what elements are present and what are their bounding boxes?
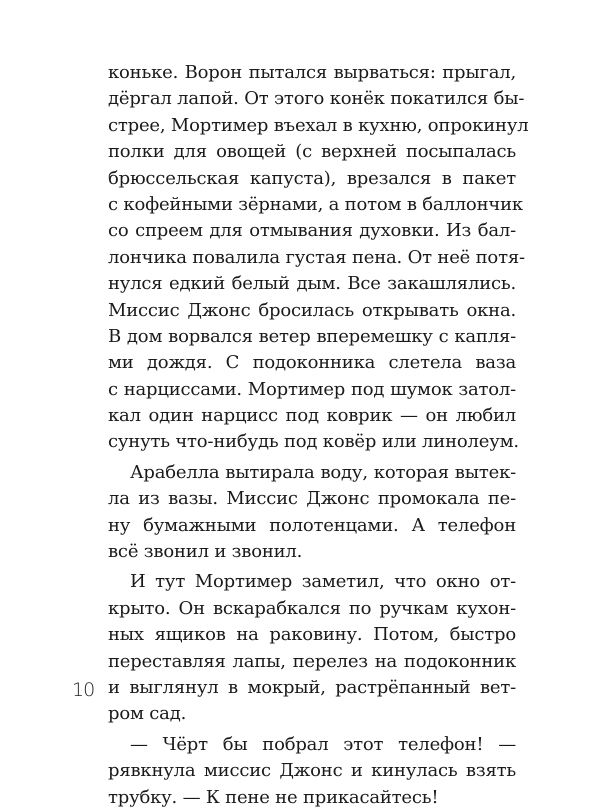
text-line: дёргал лапой. От этого конёк покатился бы-	[108, 88, 525, 110]
text-line: В дом ворвался ветер вперемешку с капля-	[108, 325, 516, 347]
text-line: со спреем для отмывания духовки. Из бал-	[108, 220, 516, 242]
text-line: — Чёрт бы побрал этот телефон! —	[130, 733, 516, 755]
paragraph-3	[108, 569, 516, 727]
text-line: всё звонил и звонил.	[108, 541, 303, 563]
text-line: крыто. Он вскарабкался по ручкам кухон-	[108, 597, 516, 619]
text-line: ла из вазы. Миссис Джонс промокала пе-	[108, 488, 516, 510]
text-line: ром сад.	[108, 703, 187, 725]
body-text	[108, 60, 529, 811]
text-line: ных ящиков на раковину. Потом, быстро	[108, 624, 516, 646]
text-line: ми дождя. С подоконника слетела ваза	[108, 352, 516, 374]
page-number: 10	[72, 679, 95, 701]
text-line: И тут Мортимер заметил, что окно от-	[130, 571, 516, 593]
paragraph-1	[108, 60, 529, 456]
text-line: рявкнула миссис Джонс и кинулась взять	[108, 760, 516, 782]
text-line: нулся едкий белый дым. Все закашлялись.	[108, 273, 516, 295]
text-line: полки для овощей (с верхней посыпалась	[108, 141, 516, 163]
text-line: Миссис Джонс бросилась открывать окна.	[108, 299, 516, 321]
text-line: брюссельская капуста), врезался в пакет	[108, 167, 516, 189]
text-line: Арабелла вытирала воду, которая вытек-	[130, 461, 516, 483]
text-line: кал один нарцисс под коврик — он любил	[108, 405, 516, 427]
text-line: лончика повалила густая пена. От неё потя-	[108, 246, 525, 268]
text-line: с кофейными зёрнами, а потом в баллончик	[108, 193, 523, 215]
paragraph-2	[108, 460, 516, 566]
text-line: трубку. — К пене не прикасайтесь!	[108, 786, 439, 808]
text-line: ну бумажными полотенцами. А телефон	[108, 514, 516, 536]
text-line: стрее, Мортимер въехал в кухню, опрокинул	[108, 114, 529, 136]
paragraph-4	[108, 732, 516, 811]
text-line: с нарциссами. Мортимер под шумок затол-	[108, 378, 516, 400]
text-line: сунуть что-нибудь под ковёр или линолеум.	[108, 431, 519, 453]
text-line: коньке. Ворон пытался вырваться: прыгал,	[108, 62, 516, 83]
text-line: и выглянул в мокрый, растрёпанный вет-	[108, 676, 516, 698]
text-line: переставляя лапы, перелез на подоконник	[108, 650, 516, 672]
